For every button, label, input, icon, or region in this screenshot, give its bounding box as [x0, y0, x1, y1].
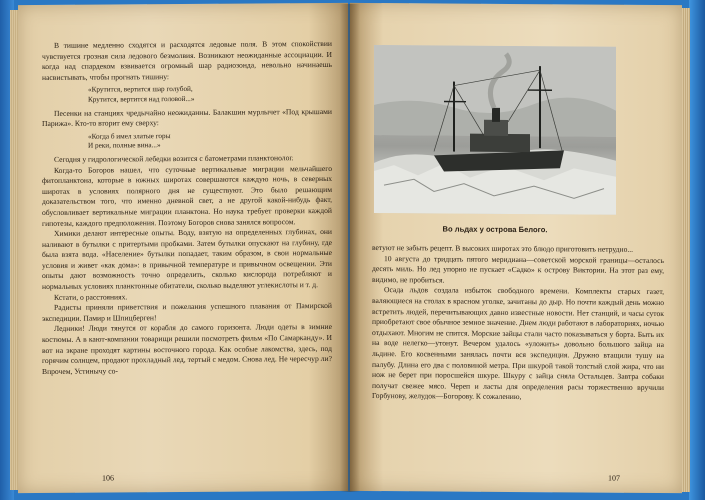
- verse-block: [88, 84, 332, 105]
- paragraph: Осада льдов создала избыток свободного времени. Комплекты старых газет, валяющиеся на столах в красном уголке, зачитаны до дыр. Но почти каждый день можно встретить людей, перечитывающих давно известные новости. Нет станций, и часы суток приобретают свое обычное земное значение. Днем люди работают в лабораториях, ночью отдыхают. Многим не спится. Морские зайцы стали часто показываться у борта. Быть их на воде нелегко—утонут. Вечером удалось «уложить» довольно большого зайца на льдине. Его косвенными занялась почти вся экспедиция. Дружно втащили тушу на палубу. Длина его два с половиной метра. При шкурой такой толстый слой жира, что ни нож не берет при поросшейся шкуре. Шкуру с зайца сняла Остальцев. Завтра собаки получат свежее мясо. Череп и ласты для определения расы торжественно вручили Горбунову, желудок—Богорову. К сожалению,: [372, 285, 664, 402]
- verse-line: Крутится, вертится над головой...»: [88, 94, 195, 104]
- ship-in-ice-illustration: [374, 45, 616, 215]
- book-cover-right-edge: [689, 0, 705, 500]
- right-page: [350, 3, 682, 493]
- paragraph: Сегодня у гидрологической лебедки возится с батометрами планктонолог.: [54, 153, 294, 164]
- paragraph: ветуют не забыть рецепт. В высоких широтах это блюдо приготовить нетрудно...: [372, 242, 634, 254]
- paragraph: В тишине медленно сходятся и расходятся ледовые поля. В этом спокойствии чувствуется грозная сила ледового безмолвия. Возникают неожиданные ассоциации. И когда над спардеком взвивается огромный шар радиозонда, невольно начинаешь насвистывать, чтобы прогнать тишину:: [42, 38, 332, 82]
- verse-block: [88, 131, 332, 152]
- paragraph: Ледники! Люди тянутся от корабля до самого горизонта. Люди одеты в зимние костюмы. А в кают-компании товарищи решили посмотреть фильм «По Самарканду». И вот на экране проходят картины восточного города. Как особые лакомства, здесь, под горячим солнцем, продают прохладный лед, тертый с медом. Снова лед. Не чересчур ли? Впрочем, Устинычу со-: [42, 322, 332, 376]
- page-number: 106: [102, 473, 114, 483]
- verse-line: И реки, полные вина...»: [88, 141, 161, 151]
- icebreaker-photo: [374, 45, 616, 215]
- paragraph: Песенки на станциях чредычайно неожиданны. Балакшин мурлычет «Под крышами Парижа». Кто-то вторит ему сверху:: [42, 106, 332, 129]
- paragraph: Кстати, о расстояниях.: [54, 292, 128, 302]
- paragraph: Когда-то Богоров нашел, что суточные вертикальные миграции мельчайшего фитопланктона, которые в южных широтах совершаются каждую ночь, в северных широтах в условиях полярного дня не существуют. Это было решающим доказательством того, что именно дневной свет, а не другой какой-нибудь факт, обусловливает вертикальные миграции планктона. Но наука требует проверки каждой гипотезы, каждого предположения. Поэтому Богоров снова занялся вопросом.: [42, 163, 332, 228]
- right-page-text: [372, 243, 664, 404]
- open-book: [10, 4, 690, 496]
- left-page-text: [42, 39, 332, 377]
- photo-caption: Во льдах у острова Белого.: [442, 224, 548, 235]
- book-spine-gutter: [340, 4, 360, 492]
- verse-line: «Когда б имел златые горы: [88, 131, 171, 141]
- paragraph: Химики делают интересные опыты. Воду, взятую на определенных глубинах, они наливают в бутылки с притертыми пробками. Затем бутылки опускают на глубину, где была взята вода. «Население» бутылки попадает, таким образом, в свои нормальные условия и живет «как дома»: в привычной температуре и привычном освещении. Эти опыты дают возможность точно определить, сколько кислорода потребляют и нормальных условиях планктонные обитатели, сколько выделяют углекислоты и т. д.: [42, 227, 332, 292]
- page-number: 107: [608, 473, 620, 483]
- paragraph: 10 августа до тридцать пятого меридиана—советской морской границы—осталось десять миль. Но лед упорно не пускает «Садко» к острову Виктории. На этот раз ему, видимо, не пробиться.: [372, 253, 664, 285]
- paragraph: Радисты приняли приветствия и пожелания успешного плавания от Памирской экспедиции. Памир и Шпицберген!: [42, 301, 332, 323]
- verse-line: «Крутится, вертится шар голубой,: [88, 85, 193, 95]
- left-page: [18, 3, 348, 493]
